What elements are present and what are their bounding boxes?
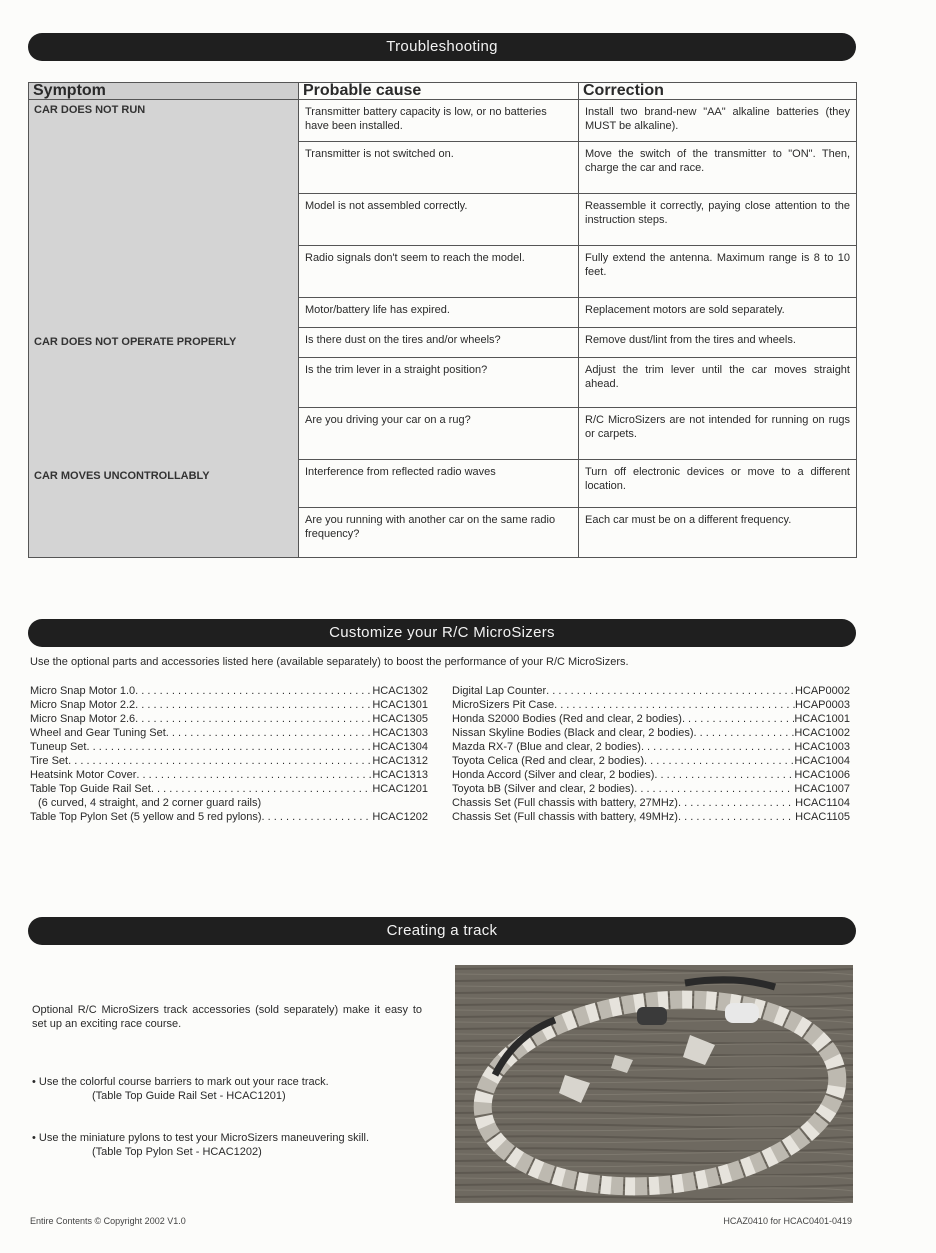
part-code: HCAC1003: [794, 741, 850, 753]
list-item: [30, 740, 428, 754]
bullet-ref: (Table Top Pylon Set - HCAC1202): [92, 1146, 262, 1158]
list-item: [30, 712, 428, 726]
part-name: Toyota Celica (Red and clear, 2 bodies): [452, 755, 644, 767]
cause-cell: Model is not assembled correctly.: [299, 194, 579, 246]
correction-cell: Remove dust/lint from the tires and wheels.: [579, 328, 857, 358]
part-code: HCAC1002: [794, 727, 850, 739]
list-item: [452, 726, 850, 740]
correction-cell: Adjust the trim lever until the car moves straight ahead.: [579, 358, 857, 408]
symptom-label: CAR MOVES UNCONTROLLABLY: [34, 470, 210, 482]
symptom-column: [29, 100, 299, 558]
correction-cell: Turn off electronic devices or move to a different location.: [579, 460, 857, 508]
list-item: [452, 796, 850, 810]
bullet-text: Use the miniature pylons to test your MicroSizers maneuvering skill.: [38, 1132, 370, 1144]
track-header-bar: [28, 917, 856, 945]
part-name: Digital Lap Counter: [452, 685, 547, 697]
part-name: MicroSizers Pit Case: [452, 699, 555, 711]
part-code: HCAC1006: [794, 769, 850, 781]
part-name: Tuneup Set: [30, 741, 87, 753]
part-code: HCAC1105: [795, 811, 850, 823]
part-code: HCAC1302: [372, 685, 428, 697]
customize-header-bar: [28, 619, 856, 647]
part-name: Mazda RX-7 (Blue and clear, 2 bodies): [452, 741, 641, 753]
correction-header: Correction: [579, 83, 857, 100]
part-name: Table Top Guide Rail Set: [30, 783, 151, 795]
bullet-text: Use the colorful course barriers to mark out your race track.: [38, 1076, 329, 1088]
list-item: [452, 782, 850, 796]
list-item: [30, 684, 428, 698]
symptom-label: CAR DOES NOT OPERATE PROPERLY: [34, 336, 237, 348]
correction-cell: Reassemble it correctly, paying close attention to the instruction steps.: [579, 194, 857, 246]
correction-cell: Install two brand-new "AA" alkaline batteries (they MUST be alkaline).: [579, 100, 857, 142]
part-name: Wheel and Gear Tuning Set: [30, 727, 166, 739]
part-code: HCAC1202: [372, 811, 428, 823]
track-title: Creating a track: [386, 922, 498, 939]
cause-cell: Are you driving your car on a rug?: [299, 408, 579, 460]
symptom-label: CAR DOES NOT RUN: [34, 104, 146, 116]
part-name: Honda S2000 Bodies (Red and clear, 2 bodies): [452, 713, 682, 725]
part-code: HCAC1004: [794, 755, 850, 767]
cause-cell: Interference from reflected radio waves: [299, 460, 579, 508]
part-code: HCAC1201: [372, 783, 428, 795]
cause-cell: Radio signals don't seem to reach the model.: [299, 246, 579, 298]
part-name: Chassis Set (Full chassis with battery, 27MHz): [452, 797, 678, 809]
part-name: Heatsink Motor Cover: [30, 769, 137, 781]
list-item: [30, 698, 428, 712]
correction-cell: Replacement motors are sold separately.: [579, 298, 857, 328]
part-code: HCAC1304: [372, 741, 428, 753]
correction-cell: Each car must be on a different frequency.: [579, 508, 857, 558]
list-item: [30, 782, 428, 796]
track-bullet: • Use the miniature pylons to test your MicroSizers maneuvering skill. (Table Top Pylon Set - HCAC1202): [32, 1131, 422, 1159]
part-code: HCAC1305: [372, 713, 428, 725]
copyright-text: Entire Contents © Copyright 2002 V1.0: [30, 1216, 186, 1226]
cause-cell: Transmitter is not switched on.: [299, 142, 579, 194]
part-name: Micro Snap Motor 1.0: [30, 685, 136, 697]
list-item: [452, 810, 850, 824]
troubleshooting-header-bar: [28, 33, 856, 61]
cause-cell: Are you running with another car on the same radio frequency?: [299, 508, 579, 558]
part-code: HCAC1303: [372, 727, 428, 739]
list-item: [30, 754, 428, 768]
cause-cell: Is there dust on the tires and/or wheels?: [299, 328, 579, 358]
part-note: (6 curved, 4 straight, and 2 corner guard rails): [38, 797, 262, 809]
part-code: HCAC1001: [794, 713, 850, 725]
customize-title: Customize your R/C MicroSizers: [329, 624, 555, 641]
troubleshooting-title: Troubleshooting: [386, 38, 498, 55]
correction-cell: R/C MicroSizers are not intended for running on rugs or carpets.: [579, 408, 857, 460]
part-code: HCAC1312: [372, 755, 428, 767]
document-code: HCAZ0410 for HCAC0401-0419: [723, 1216, 852, 1226]
correction-cell: Fully extend the antenna. Maximum range is 8 to 10 feet.: [579, 246, 857, 298]
track-bullet: • Use the colorful course barriers to mark out your race track. (Table Top Guide Rail Set - HCAC1201): [32, 1075, 422, 1103]
part-code: HCAC1007: [794, 783, 850, 795]
part-name: Nissan Skyline Bodies (Black and clear, 2 bodies): [452, 727, 694, 739]
part-name: Chassis Set (Full chassis with battery, 49MHz): [452, 811, 678, 823]
bullet-ref: (Table Top Guide Rail Set - HCAC1201): [92, 1090, 286, 1102]
part-name: Honda Accord (Silver and clear, 2 bodies): [452, 769, 655, 781]
part-code: HCAC1313: [372, 769, 428, 781]
list-item: [452, 698, 850, 712]
list-item: [452, 768, 850, 782]
part-code: HCAP0003: [794, 699, 850, 711]
part-code: HCAP0002: [794, 685, 850, 697]
customize-intro: Use the optional parts and accessories listed here (available separately) to boost the performance of your R/C MicroSizers.: [30, 656, 629, 668]
parts-list-left: [30, 684, 428, 824]
parts-list-right: [452, 684, 850, 824]
part-name: Micro Snap Motor 2.6: [30, 713, 136, 725]
part-name: Toyota bB (Silver and clear, 2 bodies): [452, 783, 635, 795]
list-item: [30, 726, 428, 740]
symptom-header: Symptom: [29, 83, 299, 100]
part-code: HCAC1104: [795, 797, 850, 809]
track-photo-icon: [455, 965, 853, 1203]
cause-cell: Transmitter battery capacity is low, or no batteries have been installed.: [299, 100, 579, 142]
part-code: HCAC1301: [372, 699, 428, 711]
cause-header: Probable cause: [299, 83, 579, 100]
list-item: [452, 684, 850, 698]
list-item: [452, 754, 850, 768]
correction-cell: Move the switch of the transmitter to "ON". Then, charge the car and race.: [579, 142, 857, 194]
troubleshooting-table: [28, 82, 857, 558]
list-item: [452, 740, 850, 754]
list-item: [30, 810, 428, 824]
list-item: [30, 768, 428, 782]
cause-cell: Motor/battery life has expired.: [299, 298, 579, 328]
part-name: Micro Snap Motor 2.2: [30, 699, 136, 711]
cause-cell: Is the trim lever in a straight position?: [299, 358, 579, 408]
list-item: [452, 712, 850, 726]
race-track-photo: [455, 965, 853, 1203]
part-name: Tire Set: [30, 755, 69, 767]
track-intro: Optional R/C MicroSizers track accessories (sold separately) make it easy to set up an exciting race course.: [32, 1004, 422, 1030]
part-name: Table Top Pylon Set (5 yellow and 5 red pylons): [30, 811, 262, 823]
